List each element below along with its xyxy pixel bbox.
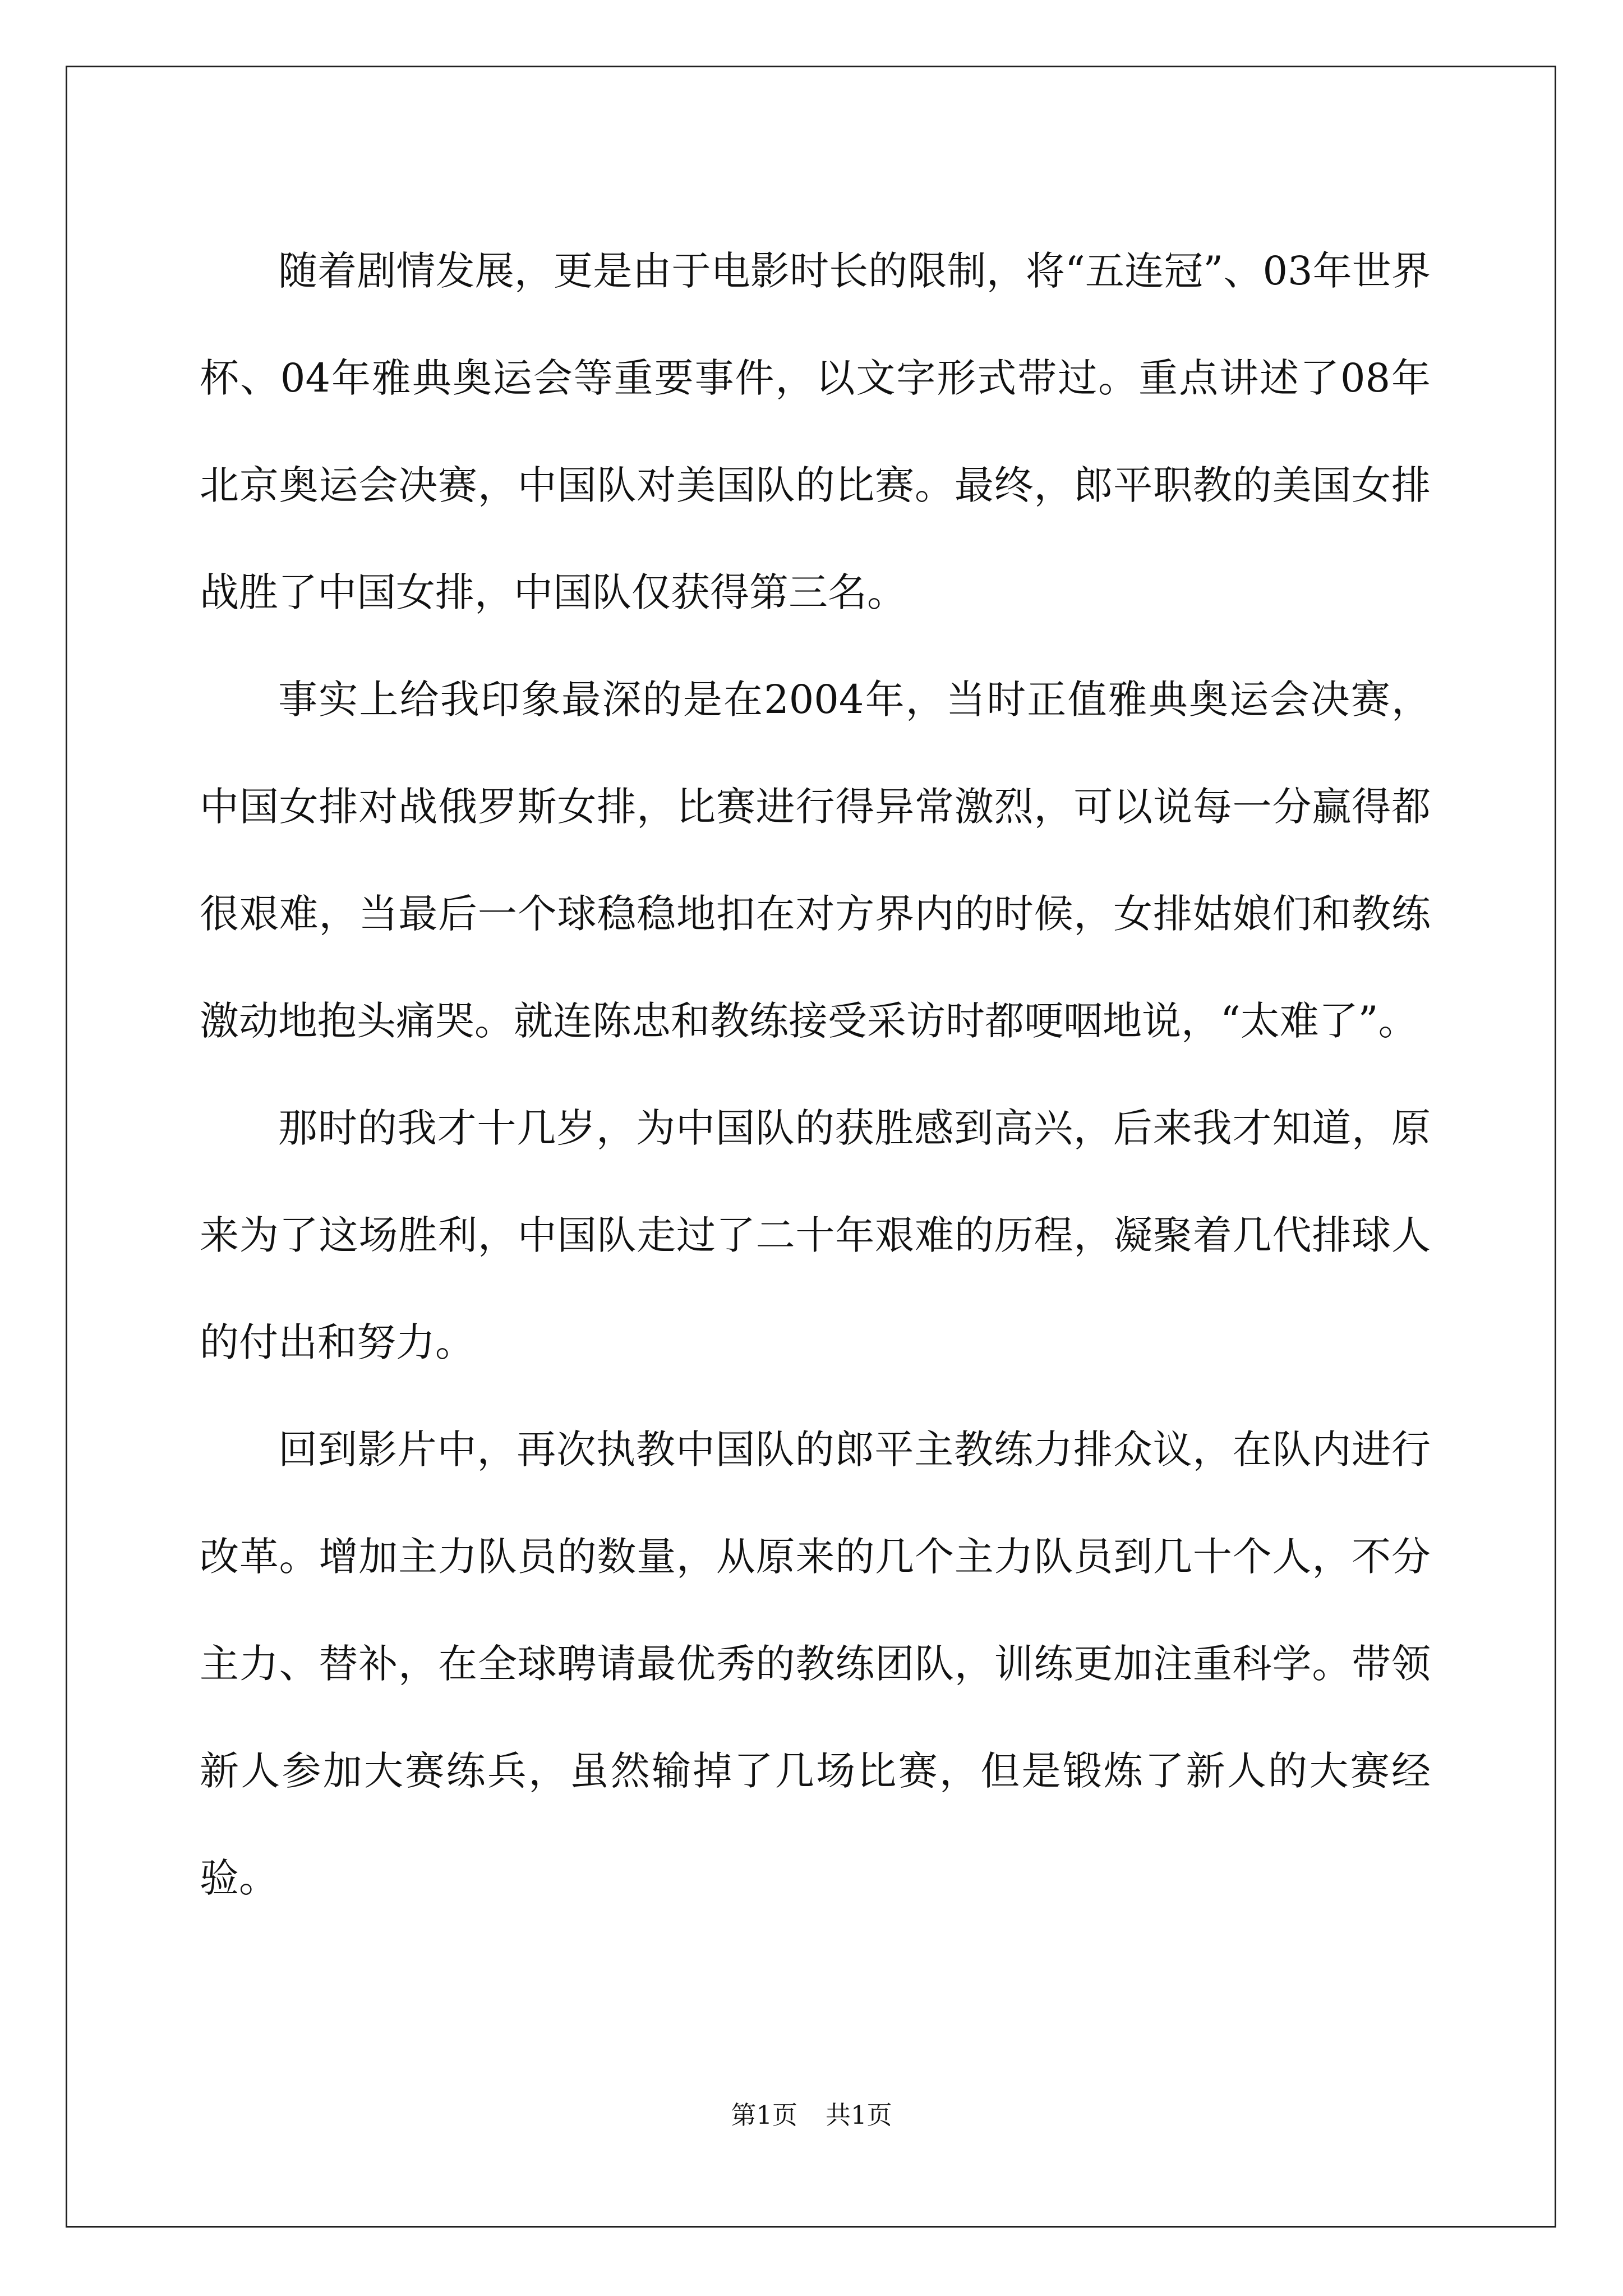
paragraph-3: 那时的我才十几岁，为中国队的获胜感到高兴，后来我才知道，原来为了这场胜利，中国队走过了二十年艰难的历程，凝聚着几代排球人的付出和努力。 xyxy=(200,1105,1431,1365)
paragraph-1: 随着剧情发展，更是由于电影时长的限制，将“五连冠”、03年世界杯、04年雅典奥运会等重要事件，以文字形式带过。重点讲述了08年北京奥运会决赛，中国队对美国队的比赛。最终，郎平职教的美国女排战胜了中国女排，中国队仅获得第三名。 xyxy=(200,248,1431,615)
paragraph-2: 事实上给我印象最深的是在2004年，当时正值雅典奥运会决赛，中国女排对战俄罗斯女排，比赛进行得异常激烈，可以说每一分赢得都很艰难，当最后一个球稳稳地扣在对方界内的时候，女排姑娘们和教练激动地抱头痛哭。就连陈忠和教练接受采访时都哽咽地说，“太难了”。 xyxy=(200,677,1431,1044)
document-body xyxy=(200,218,1431,1932)
page-number-total: 共1页 xyxy=(826,2100,892,2130)
page-footer xyxy=(0,2095,1623,2131)
page-number-current: 第1页 xyxy=(731,2100,797,2130)
paragraph-4: 回到影片中，再次执教中国队的郎平主教练力排众议，在队内进行改革。增加主力队员的数量，从原来的几个主力队员到几十个人，不分主力、替补，在全球聘请最优秀的教练团队，训练更加注重科学。带领新人参加大赛练兵，虽然输掉了几场比赛，但是锻炼了新人的大赛经验。 xyxy=(200,1427,1431,1901)
